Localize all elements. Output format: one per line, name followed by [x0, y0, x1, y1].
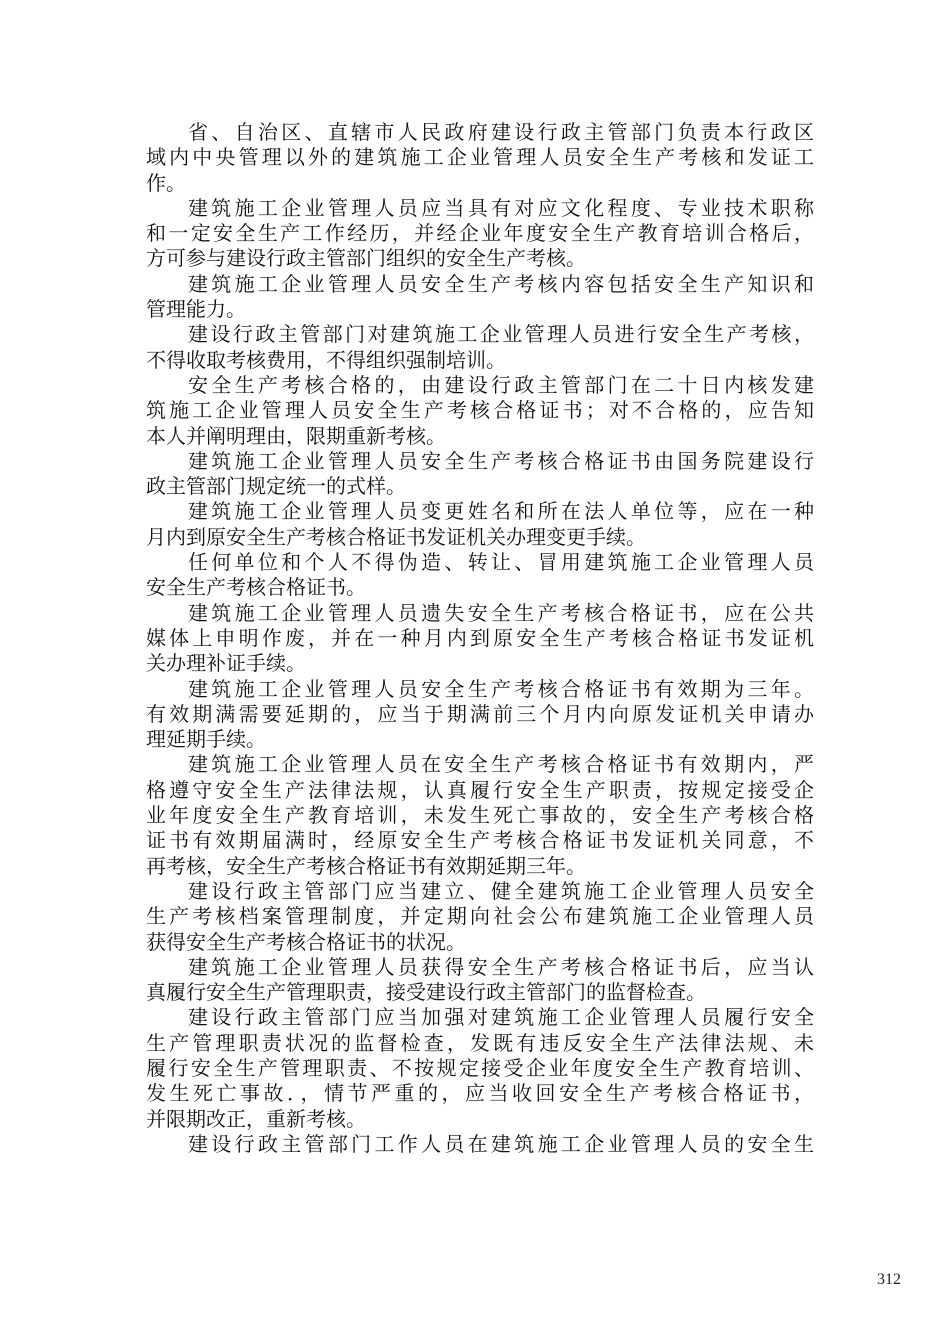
text-line: 本人并阐明理由，限期重新考核。: [146, 423, 446, 448]
text-line: 有效期满需要延期的，应当于期满前三个月内向原发证机关申请办: [146, 701, 814, 726]
paragraph: [146, 955, 814, 1006]
paragraph: [146, 752, 814, 878]
paragraph: [146, 120, 814, 196]
paragraph: [146, 449, 814, 500]
text-line: 再考核，安全生产考核合格证书有效期延期三年。: [146, 853, 586, 878]
text-line: 管理能力。: [146, 297, 246, 322]
paragraph: [146, 373, 814, 449]
text-line: 建筑施工企业管理人员获得安全生产考核合格证书后，应当认: [188, 954, 814, 979]
paragraph: [146, 196, 814, 272]
text-line: 安全生产考核合格证书。: [146, 575, 366, 600]
text-line: 方可参与建设行政主管部门组织的安全生产考核。: [146, 246, 586, 271]
text-line: 建设行政主管部门应当加强对建筑施工企业管理人员履行安全: [188, 1005, 814, 1030]
paragraph: [146, 601, 814, 677]
text-line: 域内中央管理以外的建筑施工企业管理人员安全生产考核和发证工: [146, 145, 814, 170]
text-line: 政主管部门规定统一的式样。: [146, 474, 406, 499]
text-line: 履行安全生产管理职责、不按规定接受企业年度安全生产教育培训、: [146, 1055, 814, 1080]
text-line: 获得安全生产考核合格证书的状况。: [146, 929, 466, 954]
text-line: 建筑施工企业管理人员遗失安全生产考核合格证书，应在公共: [188, 600, 814, 625]
text-line: 业年度安全生产教育培训，未发生死亡事故的，安全生产考核合格: [146, 803, 814, 828]
text-line: 理延期手续。: [146, 727, 266, 752]
text-line: 生产管理职责状况的监督检查，发既有违反安全生产法律法规、未: [146, 1030, 814, 1055]
paragraph: [146, 550, 814, 601]
text-line: 建筑施工企业管理人员安全生产考核合格证书有效期为三年。: [188, 676, 814, 701]
text-line: 月内到原安全生产考核合格证书发证机关办理变更手续。: [146, 524, 646, 549]
text-line: 建设行政主管部门应当建立、健全建筑施工企业管理人员安全: [188, 878, 814, 903]
text-line: 关办理补证手续。: [146, 651, 306, 676]
text-line: 建筑施工企业管理人员在安全生产考核合格证书有效期内，严: [188, 752, 814, 777]
text-line: 不得收取考核费用，不得组织强制培训。: [146, 347, 506, 372]
text-line: 建筑施工企业管理人员安全生产考核合格证书由国务院建设行: [188, 448, 814, 473]
text-line: 发生死亡事故．，情节严重的，应当收回安全生产考核合格证书，: [146, 1081, 814, 1106]
document-body: [146, 120, 814, 1157]
text-line: 证书有效期届满时，经原安全生产考核合格证书发证机关同意，不: [146, 828, 814, 853]
text-line: 省、自治区、直辖市人民政府建设行政主管部门负责本行政区: [188, 120, 814, 144]
paragraph: [146, 677, 814, 753]
text-line: 并限期改正，重新考核。: [146, 1106, 366, 1131]
text-line: 建设行政主管部门工作人员在建筑施工企业管理人员的安全生: [188, 1131, 814, 1156]
paragraph: [146, 322, 814, 373]
text-line: 筑施工企业管理人员安全生产考核合格证书；对不合格的，应告知: [146, 398, 814, 423]
text-line: 建设行政主管部门对建筑施工企业管理人员进行安全生产考核，: [188, 322, 814, 347]
text-line: 生产考核档案管理制度，并定期向社会公布建筑施工企业管理人员: [146, 904, 814, 929]
paragraph: [146, 1005, 814, 1131]
text-line: 建筑施工企业管理人员应当具有对应文化程度、专业技术职称: [188, 195, 814, 220]
text-line: 建筑施工企业管理人员安全生产考核内容包括安全生产知识和: [188, 271, 814, 296]
text-line: 真履行安全生产管理职责，接受建设行政主管部门的监督检查。: [146, 980, 706, 1005]
paragraph: [146, 879, 814, 955]
paragraph: [146, 499, 814, 550]
text-line: 任何单位和个人不得伪造、转让、冒用建筑施工企业管理人员: [188, 550, 814, 575]
paragraph: [146, 1132, 814, 1157]
text-line: 安全生产考核合格的，由建设行政主管部门在二十日内核发建: [188, 372, 814, 397]
text-line: 媒体上申明作废，并在一种月内到原安全生产考核合格证书发证机: [146, 625, 814, 650]
text-line: 和一定安全生产工作经历，并经企业年度安全生产教育培训合格后，: [146, 221, 814, 246]
text-line: 作。: [146, 170, 186, 195]
paragraph: [146, 272, 814, 323]
page-number: 312: [877, 1271, 901, 1288]
text-line: 建筑施工企业管理人员变更姓名和所在法人单位等，应在一种: [188, 499, 814, 524]
text-line: 格遵守安全生产法律法规，认真履行安全生产职责，按规定接受企: [146, 777, 814, 802]
